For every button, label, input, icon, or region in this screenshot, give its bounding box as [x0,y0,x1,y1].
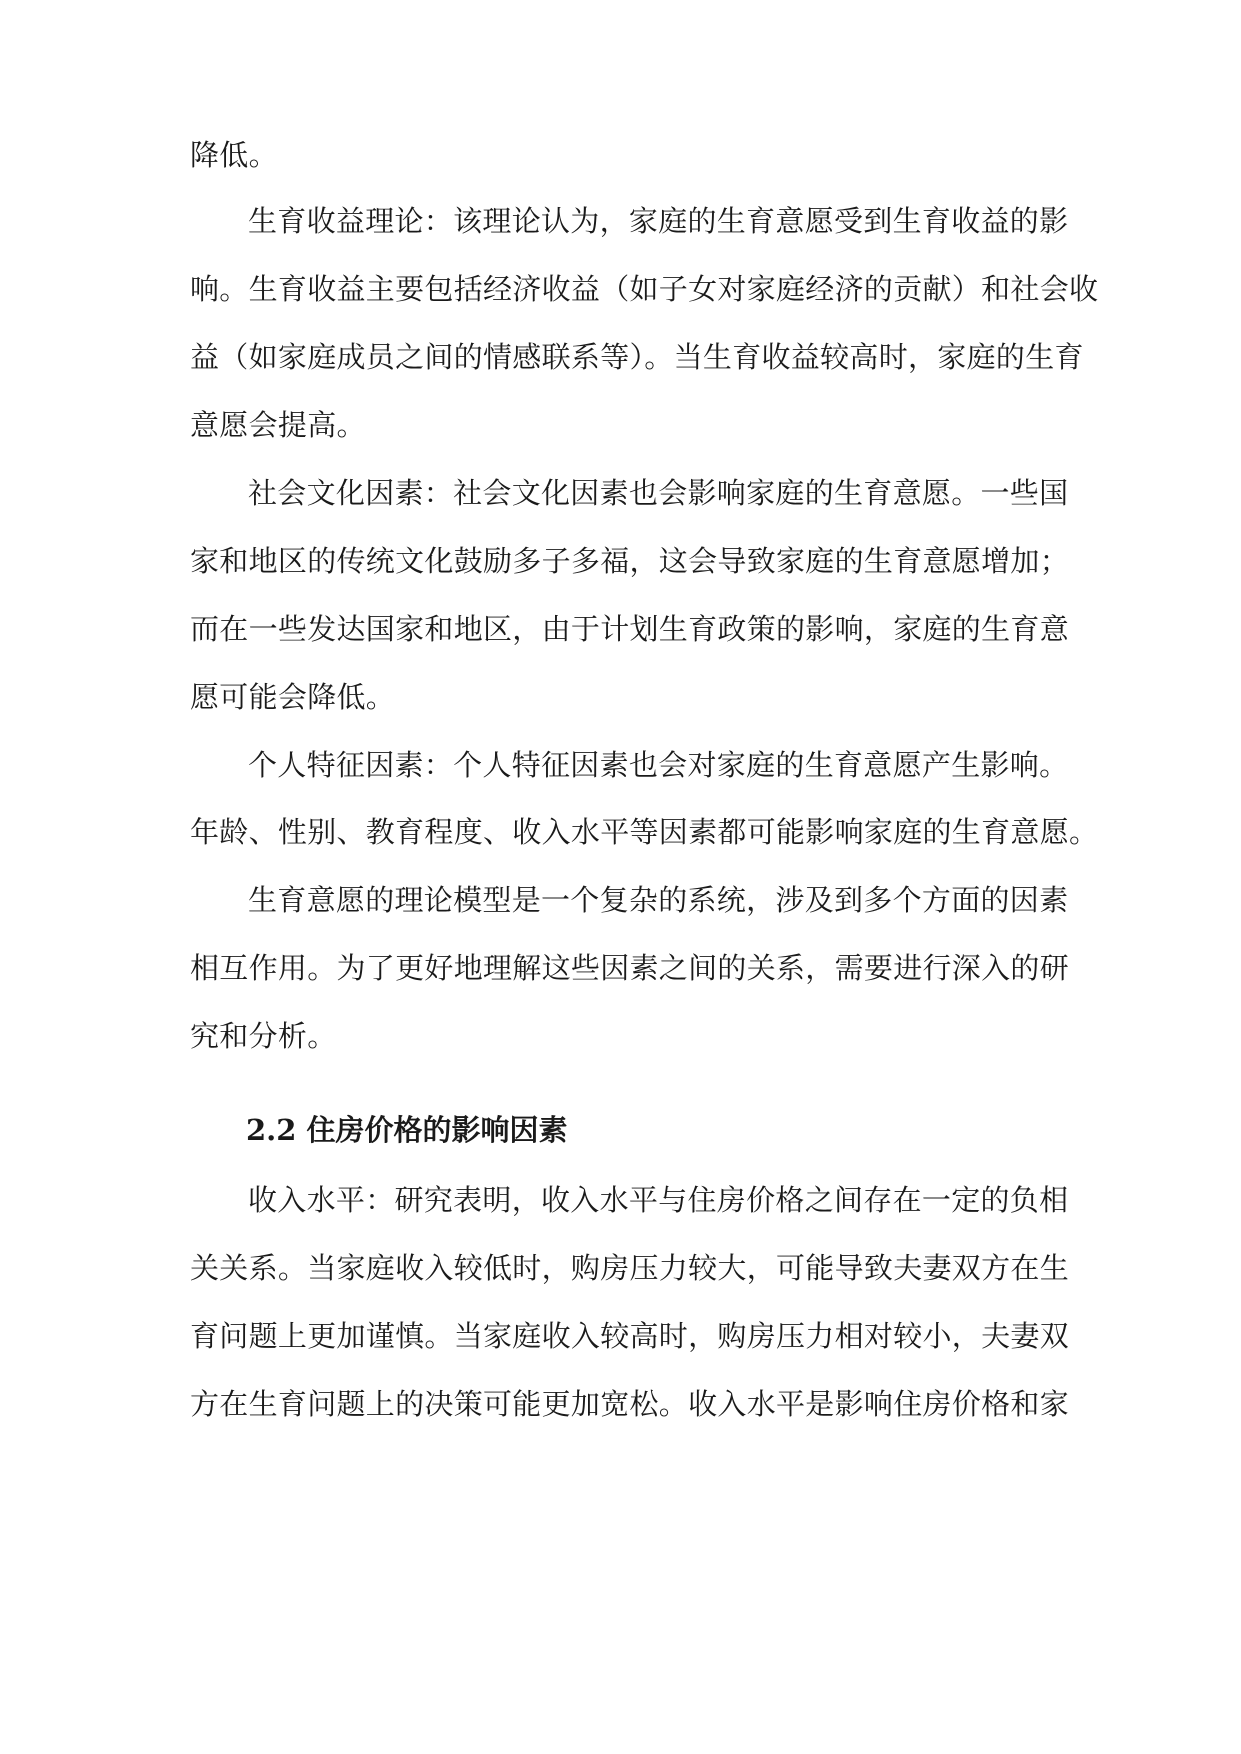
text-line: 社会文化因素：社会文化因素也会影响家庭的生育意愿。一些国 [248,476,1069,510]
text-line: 愿可能会降低。 [190,680,396,714]
text-line: 个人特征因素：个人特征因素也会对家庭的生育意愿产生影响。 [248,748,1069,782]
text-line: 育问题上更加谨慎。当家庭收入较高时，购房压力相对较小，夫妻双 [190,1319,1070,1353]
text-line: 方在生育问题上的决策可能更加宽松。收入水平是影响住房价格和家 [190,1387,1070,1421]
text-line: 年龄、性别、教育程度、收入水平等因素都可能影响家庭的生育意愿。 [190,815,1099,849]
text-line: 而在一些发达国家和地区，由于计划生育政策的影响，家庭的生育意 [190,612,1070,646]
section-heading: 2.2 住房价格的影响因素 [246,1113,568,1147]
text-line: 生育意愿的理论模型是一个复杂的系统，涉及到多个方面的因素 [248,883,1069,917]
text-line: 关关系。当家庭收入较低时，购房压力较大，可能导致夫妻双方在生 [190,1251,1070,1285]
text-line: 家和地区的传统文化鼓励多子多福，这会导致家庭的生育意愿增加； [190,544,1070,578]
text-line: 意愿会提高。 [190,408,366,442]
text-line: 响。生育收益主要包括经济收益（如子女对家庭经济的贡献）和社会收 [190,272,1099,306]
text-line: 益（如家庭成员之间的情感联系等）。当生育收益较高时，家庭的生育 [190,340,1084,374]
text-line: 降低。 [190,138,278,172]
text-line: 收入水平：研究表明，收入水平与住房价格之间存在一定的负相 [248,1183,1069,1217]
text-line: 究和分析。 [190,1019,337,1053]
text-line: 相互作用。为了更好地理解这些因素之间的关系，需要进行深入的研 [190,951,1070,985]
text-line: 生育收益理论：该理论认为，家庭的生育意愿受到生育收益的影 [248,204,1069,238]
